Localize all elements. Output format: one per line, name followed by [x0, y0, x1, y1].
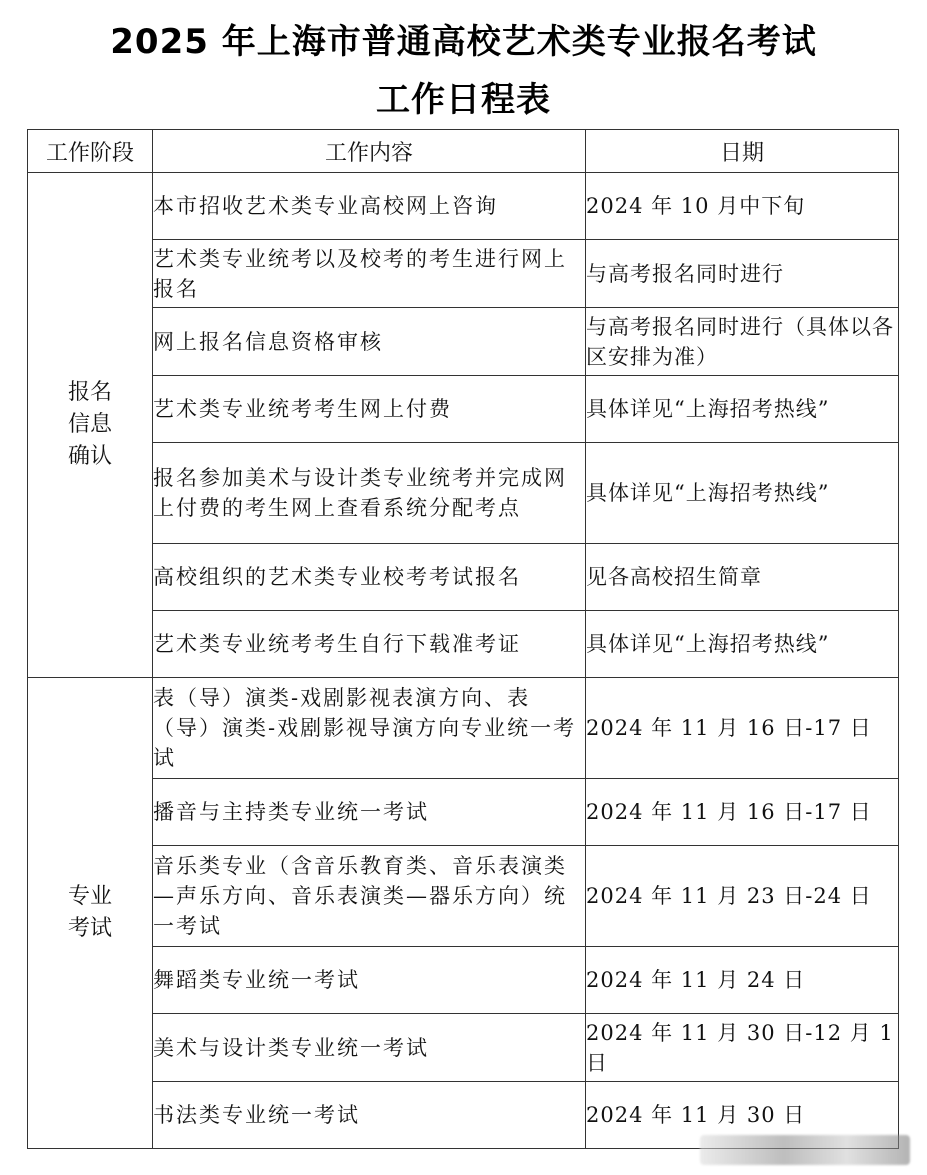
- page-title-line-2: 工作日程表: [376, 80, 551, 120]
- content-cell: 播音与主持类专业统一考试: [153, 779, 586, 846]
- date-cell: 与高考报名同时进行（具体以各区安排为准）: [586, 308, 899, 376]
- content-cell: 高校组织的艺术类专业校考考试报名: [153, 544, 586, 611]
- date-cell: 2024 年 11 月 24 日: [586, 947, 899, 1014]
- header-content: 工作内容: [153, 130, 586, 173]
- content-cell: 艺术类专业统考考生自行下载准考证: [153, 611, 586, 678]
- table-row: [28, 1014, 899, 1082]
- content-cell: 艺术类专业统考考生网上付费: [153, 376, 586, 443]
- date-cell: 2024 年 11 月 30 日-12 月 1 日: [586, 1014, 899, 1082]
- date-cell: 2024 年 11 月 16 日-17 日: [586, 678, 899, 779]
- content-cell: 音乐类专业（含音乐教育类、音乐表演类—声乐方向、音乐表演类—器乐方向）统一考试: [153, 846, 586, 947]
- table-row: [28, 544, 899, 611]
- header-stage: 工作阶段: [28, 130, 153, 173]
- date-cell: 具体详见“上海招考热线”: [586, 376, 899, 443]
- date-cell: 2024 年 11 月 23 日-24 日: [586, 846, 899, 947]
- table-row: [28, 611, 899, 678]
- table-row: [28, 678, 899, 779]
- content-cell: 报名参加美术与设计类专业统考并完成网上付费的考生网上查看系统分配考点: [153, 443, 586, 544]
- date-cell: 具体详见“上海招考热线”: [586, 611, 899, 678]
- content-cell: 舞蹈类专业统一考试: [153, 947, 586, 1014]
- stage-cell-registration: [28, 173, 153, 678]
- schedule-table: [27, 129, 899, 1149]
- content-cell: 网上报名信息资格审核: [153, 308, 586, 376]
- table-row: [28, 779, 899, 846]
- table-row: [28, 947, 899, 1014]
- date-cell: 2024 年 10 月中下旬: [586, 173, 899, 240]
- date-cell: 2024 年 11 月 30 日: [586, 1082, 899, 1149]
- table-header-row: [28, 130, 899, 173]
- table-row: [28, 308, 899, 376]
- stage-label: 报名信息确认: [67, 380, 112, 469]
- header-date: 日期: [586, 130, 899, 173]
- date-cell: 与高考报名同时进行: [586, 240, 899, 308]
- table-row: [28, 240, 899, 308]
- watermark: [700, 1135, 910, 1165]
- table-row: [28, 376, 899, 443]
- content-cell: 本市招收艺术类专业高校网上咨询: [153, 173, 586, 240]
- content-cell: 美术与设计类专业统一考试: [153, 1014, 586, 1082]
- table-row: [28, 173, 899, 240]
- stage-cell-exam: [28, 678, 153, 1149]
- date-cell: 2024 年 11 月 16 日-17 日: [586, 779, 899, 846]
- content-cell: 艺术类专业统考以及校考的考生进行网上报名: [153, 240, 586, 308]
- table-row: [28, 846, 899, 947]
- content-cell: 书法类专业统一考试: [153, 1082, 586, 1149]
- stage-label: 专业考试: [67, 884, 112, 941]
- page-title-line-1: 2025 年上海市普通高校艺术类专业报名考试: [110, 22, 817, 62]
- content-cell: 表（导）演类-戏剧影视表演方向、表（导）演类-戏剧影视导演方向专业统一考试: [153, 678, 586, 779]
- date-cell: 具体详见“上海招考热线”: [586, 443, 899, 544]
- table-row: [28, 443, 899, 544]
- date-cell: 见各高校招生简章: [586, 544, 899, 611]
